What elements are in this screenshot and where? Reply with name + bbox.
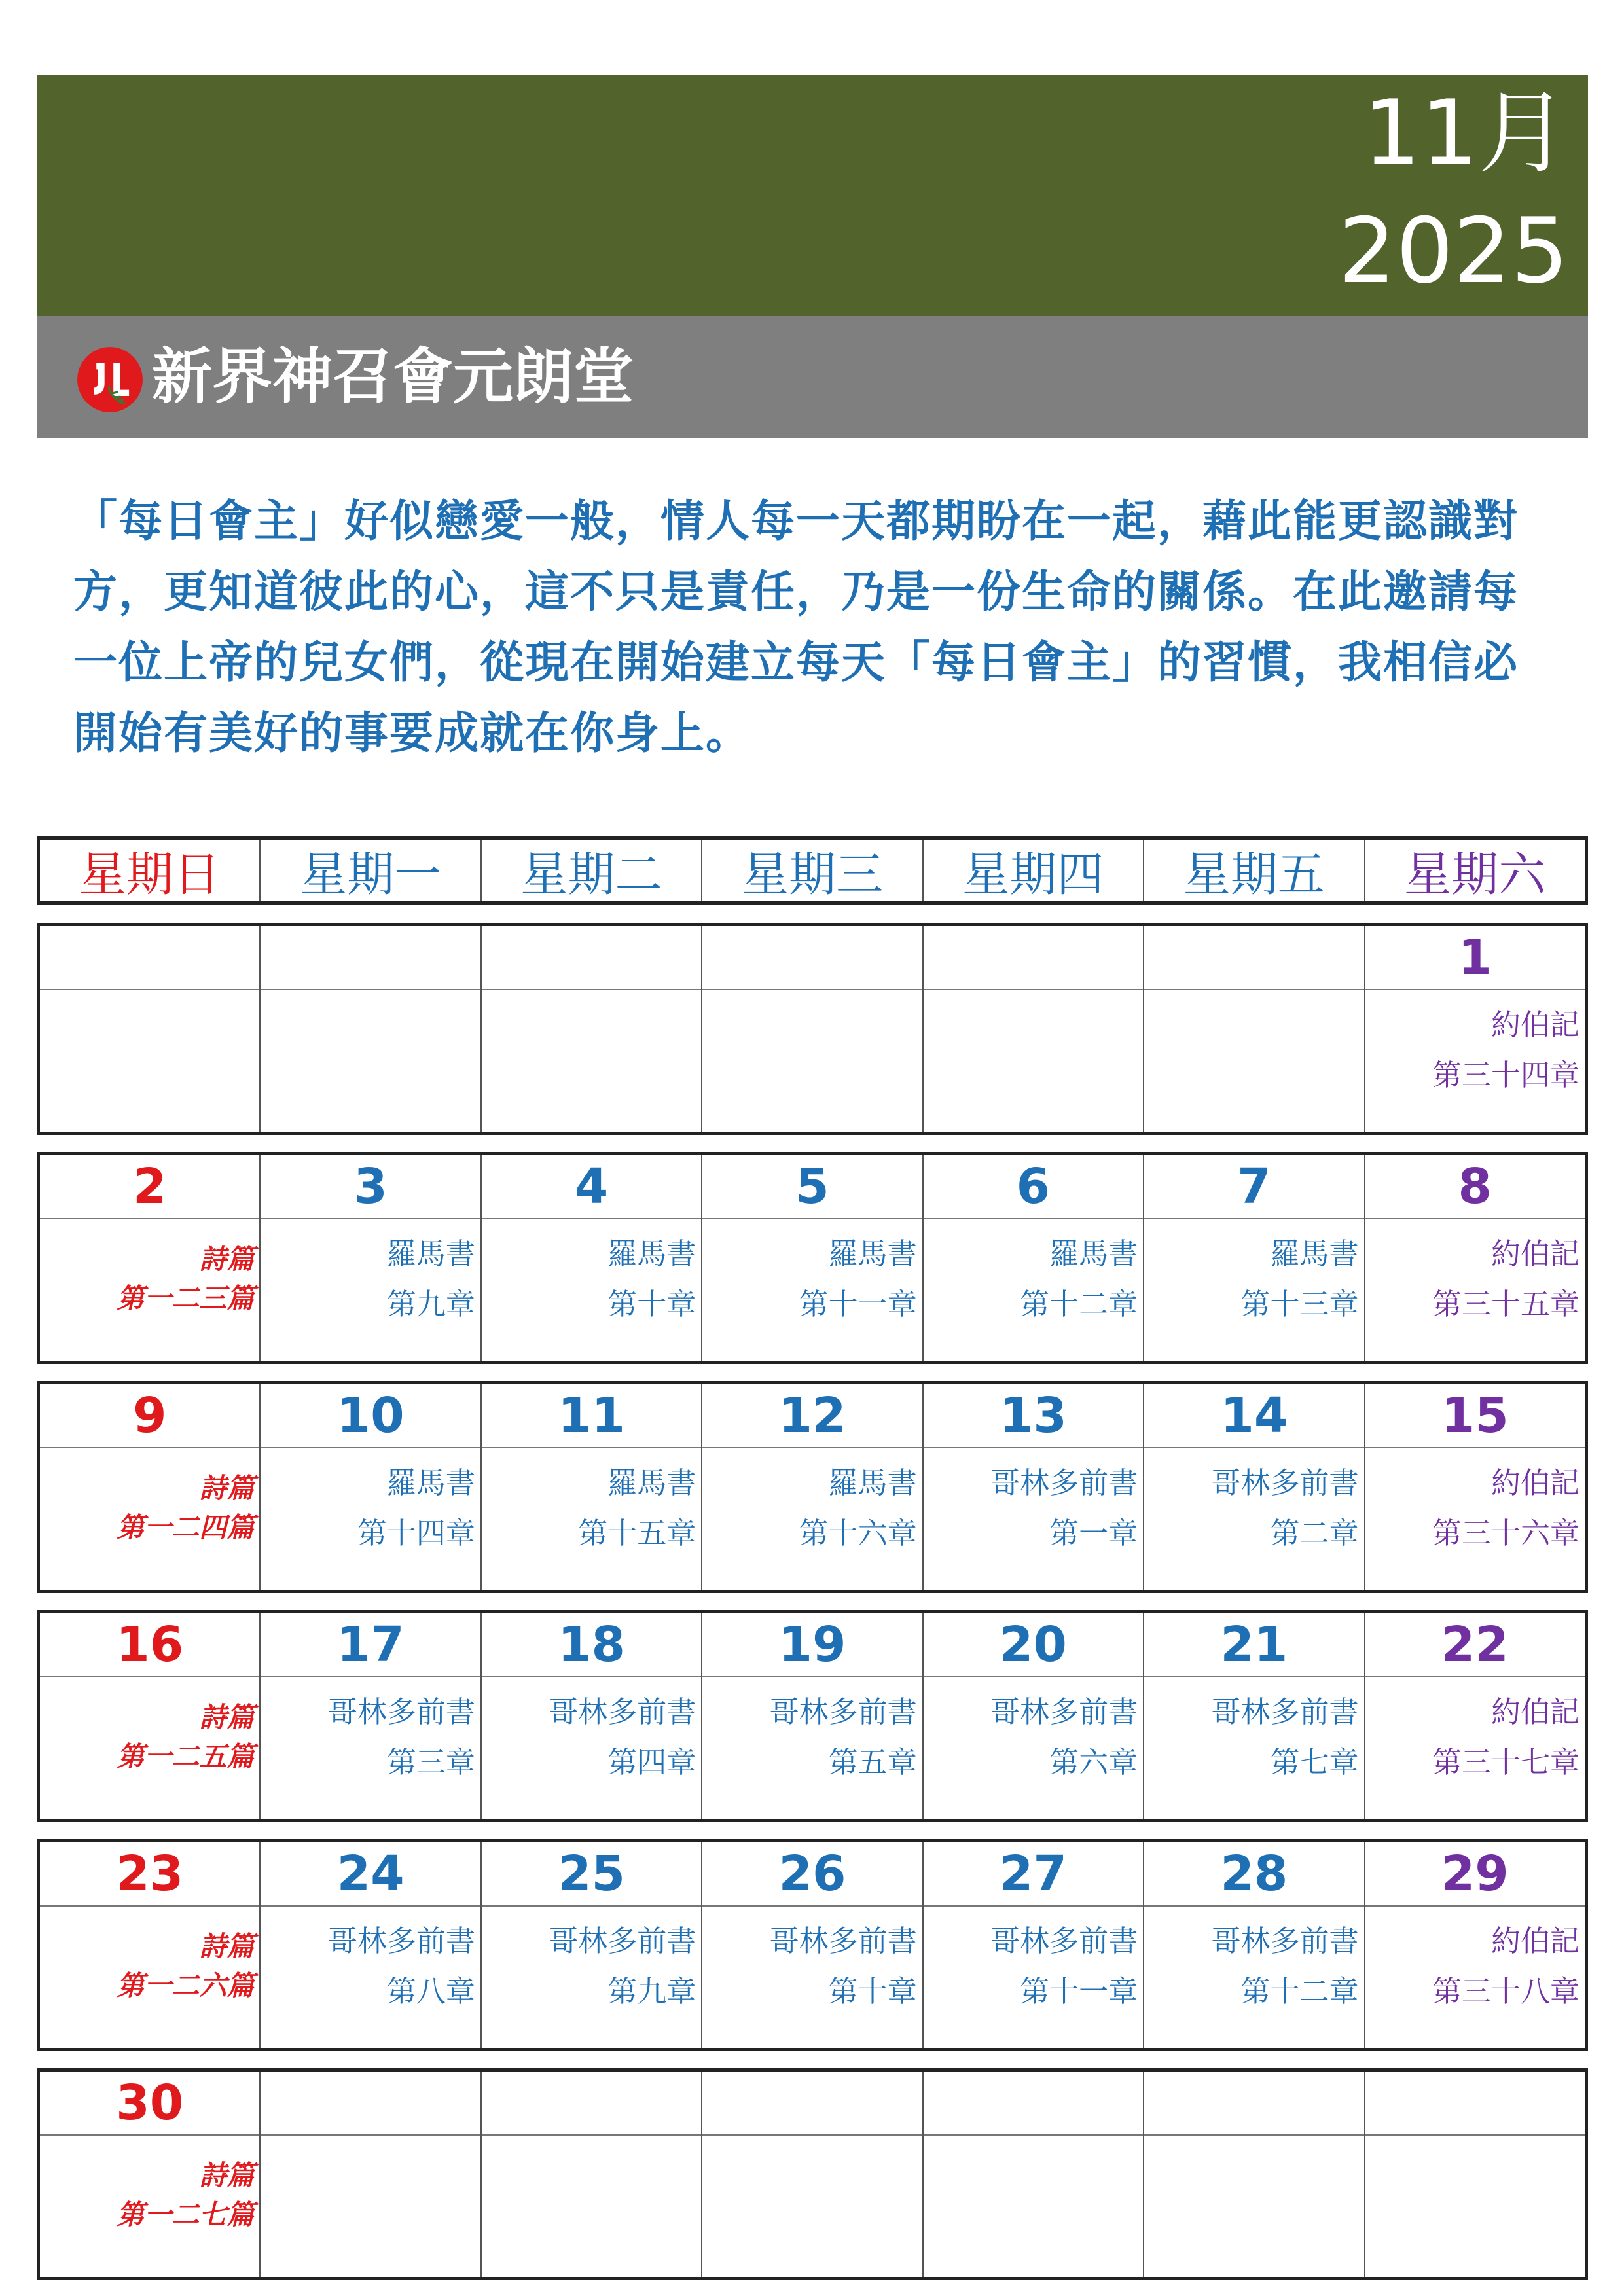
reading-book: 詩篇 xyxy=(199,2159,255,2191)
day-cell xyxy=(40,1613,259,1819)
day-cell xyxy=(1143,1384,1363,1590)
day-cell xyxy=(40,1155,259,1361)
week-row-1 xyxy=(37,923,1588,1135)
church-logo-icon xyxy=(76,346,144,414)
day-number: 11 xyxy=(558,1388,626,1444)
day-number: 26 xyxy=(778,1846,846,1902)
week-row-3 xyxy=(37,1381,1588,1593)
day-cell xyxy=(480,1384,701,1590)
day-number: 3 xyxy=(353,1158,388,1215)
reading-chapter: 第一二五篇 xyxy=(117,1740,255,1772)
day-number: 25 xyxy=(558,1846,626,1902)
reading-book: 約伯記 xyxy=(1490,1465,1579,1500)
reading-chapter: 第十章 xyxy=(607,1287,696,1321)
day-cell xyxy=(1364,1384,1585,1590)
day-cell xyxy=(480,1155,701,1361)
day-number: 14 xyxy=(1220,1388,1288,1444)
reading-chapter: 第十一章 xyxy=(1020,1974,1138,2009)
day-cell xyxy=(922,2072,1143,2277)
reading-book: 哥林多前書 xyxy=(549,1695,696,1729)
reading-chapter: 第十五章 xyxy=(578,1516,696,1551)
day-number: 15 xyxy=(1441,1388,1509,1444)
day-cell xyxy=(259,2072,480,2277)
day-cell xyxy=(40,926,259,1132)
reading-book: 哥林多前書 xyxy=(769,1924,917,1958)
day-number: 23 xyxy=(116,1846,184,1902)
weekday-tuesday: 星期二 xyxy=(480,840,701,901)
reading-book: 哥林多前書 xyxy=(1211,1924,1359,1958)
reading-chapter: 第五章 xyxy=(828,1745,917,1780)
day-number: 27 xyxy=(999,1846,1067,1902)
day-cell xyxy=(40,2072,259,2277)
reading-chapter: 第三十六章 xyxy=(1432,1516,1579,1551)
reading-book: 羅馬書 xyxy=(386,1236,475,1271)
day-number xyxy=(702,926,922,989)
day-number: 1 xyxy=(1458,929,1492,986)
reading-chapter: 第七章 xyxy=(1270,1745,1359,1780)
reading-chapter: 第二章 xyxy=(1270,1516,1359,1551)
day-number: 17 xyxy=(336,1617,405,1673)
reading-chapter: 第三十八章 xyxy=(1432,1974,1579,2009)
day-cell xyxy=(1143,1613,1363,1819)
day-cell xyxy=(922,1155,1143,1361)
day-number: 18 xyxy=(558,1617,626,1673)
day-cell xyxy=(701,1384,922,1590)
day-cell xyxy=(1143,1842,1363,2048)
reading-book: 哥林多前書 xyxy=(990,1695,1138,1729)
reading-chapter: 第十一章 xyxy=(799,1287,917,1321)
month-label: 11月 xyxy=(1363,81,1568,186)
day-cell xyxy=(1143,1155,1363,1361)
reading-book: 羅馬書 xyxy=(828,1236,917,1271)
day-cell xyxy=(480,926,701,1132)
reading-chapter: 第八章 xyxy=(386,1974,475,2009)
day-cell xyxy=(259,1613,480,1819)
day-number xyxy=(702,2072,922,2134)
day-cell xyxy=(1364,2072,1585,2277)
reading-book: 哥林多前書 xyxy=(327,1924,475,1958)
reading-chapter: 第一二三篇 xyxy=(117,1282,255,1314)
day-number: 12 xyxy=(778,1388,846,1444)
reading-book: 詩篇 xyxy=(199,1243,255,1275)
year-label: 2025 xyxy=(1338,198,1568,304)
day-cell xyxy=(480,2072,701,2277)
day-number xyxy=(261,2072,480,2134)
weekday-header-row xyxy=(37,836,1588,905)
weekday-monday: 星期一 xyxy=(259,840,480,901)
reading-chapter: 第十六章 xyxy=(799,1516,917,1551)
reading-book: 約伯記 xyxy=(1490,1236,1579,1271)
reading-book: 詩篇 xyxy=(199,1701,255,1733)
reading-book: 哥林多前書 xyxy=(327,1695,475,1729)
day-number: 20 xyxy=(999,1617,1067,1673)
weekday-friday: 星期五 xyxy=(1143,840,1363,901)
day-number xyxy=(482,2072,701,2134)
day-cell xyxy=(1364,1155,1585,1361)
day-cell xyxy=(701,2072,922,2277)
reading-book: 羅馬書 xyxy=(386,1465,475,1500)
intro-paragraph: 「每日會主」好似戀愛一般，情人每一天都期盼在一起，藉此能更認識對方，更知道彼此的心，這不只是責任，乃是一份生命的關係。在此邀請每一位上帝的兒女們，從現在開始建立每天「每日會主」的習慣，我相信必開始有美好的事要成就在你身上。 xyxy=(73,495,1519,759)
day-number: 21 xyxy=(1220,1617,1288,1673)
reading-chapter: 第六章 xyxy=(1049,1745,1138,1780)
day-cell xyxy=(922,1842,1143,2048)
reading-chapter: 第十章 xyxy=(828,1974,917,2009)
day-number: 4 xyxy=(574,1158,609,1215)
reading-chapter: 第十三章 xyxy=(1240,1287,1359,1321)
day-number: 2 xyxy=(132,1158,167,1215)
day-number: 30 xyxy=(116,2075,184,2131)
reading-book: 哥林多前書 xyxy=(769,1695,917,1729)
day-cell xyxy=(480,1613,701,1819)
reading-book: 約伯記 xyxy=(1490,1924,1579,1958)
day-cell xyxy=(922,1613,1143,1819)
day-number xyxy=(924,926,1143,989)
day-number: 28 xyxy=(1220,1846,1288,1902)
weekday-thursday: 星期四 xyxy=(922,840,1143,901)
reading-book: 哥林多前書 xyxy=(549,1924,696,1958)
reading-chapter: 第四章 xyxy=(607,1745,696,1780)
day-number: 13 xyxy=(999,1388,1067,1444)
reading-chapter: 第一章 xyxy=(1049,1516,1138,1551)
day-number xyxy=(924,2072,1143,2134)
day-number xyxy=(482,926,701,989)
reading-book: 羅馬書 xyxy=(1049,1236,1138,1271)
reading-book: 哥林多前書 xyxy=(1211,1695,1359,1729)
day-cell xyxy=(1364,926,1585,1132)
header-band xyxy=(37,75,1588,316)
day-number: 22 xyxy=(1441,1617,1509,1673)
day-cell xyxy=(259,926,480,1132)
day-cell xyxy=(1364,1613,1585,1819)
reading-chapter: 第十二章 xyxy=(1020,1287,1138,1321)
day-cell xyxy=(701,1842,922,2048)
day-number: 24 xyxy=(336,1846,405,1902)
day-cell xyxy=(701,1613,922,1819)
reading-book: 詩篇 xyxy=(199,1472,255,1504)
day-number: 16 xyxy=(116,1617,184,1673)
reading-book: 羅馬書 xyxy=(607,1465,696,1500)
reading-chapter: 第三章 xyxy=(386,1745,475,1780)
day-number xyxy=(1144,926,1363,989)
reading-chapter: 第三十五章 xyxy=(1432,1287,1579,1321)
day-cell xyxy=(701,1155,922,1361)
day-cell xyxy=(1143,926,1363,1132)
reading-chapter: 第九章 xyxy=(607,1974,696,2009)
day-cell xyxy=(701,926,922,1132)
week-row-4 xyxy=(37,1610,1588,1822)
day-cell xyxy=(259,1842,480,2048)
reading-chapter: 第一二七篇 xyxy=(117,2198,255,2231)
day-number: 6 xyxy=(1016,1158,1051,1215)
day-cell xyxy=(259,1384,480,1590)
weekday-wednesday: 星期三 xyxy=(701,840,922,901)
reading-book: 哥林多前書 xyxy=(990,1465,1138,1500)
reading-book: 約伯記 xyxy=(1490,1695,1579,1729)
reading-chapter: 第一二六篇 xyxy=(117,1969,255,2001)
day-number: 29 xyxy=(1441,1846,1509,1902)
day-cell xyxy=(1364,1842,1585,2048)
week-row-6 xyxy=(37,2068,1588,2280)
day-cell xyxy=(1143,2072,1363,2277)
reading-book: 哥林多前書 xyxy=(1211,1465,1359,1500)
reading-chapter: 第一二四篇 xyxy=(117,1511,255,1543)
church-band xyxy=(37,316,1588,438)
reading-book: 約伯記 xyxy=(1490,1007,1579,1042)
reading-chapter: 第三十七章 xyxy=(1432,1745,1579,1780)
day-cell xyxy=(480,1842,701,2048)
reading-chapter: 第十二章 xyxy=(1240,1974,1359,2009)
day-cell xyxy=(259,1155,480,1361)
reading-book: 詩篇 xyxy=(199,1930,255,1962)
day-number: 9 xyxy=(132,1388,167,1444)
week-row-2 xyxy=(37,1152,1588,1364)
reading-book: 羅馬書 xyxy=(828,1465,917,1500)
day-number: 19 xyxy=(778,1617,846,1673)
day-number xyxy=(1365,2072,1585,2134)
day-number: 7 xyxy=(1237,1158,1271,1215)
day-cell xyxy=(922,926,1143,1132)
day-number: 10 xyxy=(336,1388,405,1444)
day-number: 8 xyxy=(1458,1158,1492,1215)
church-name: 新界神召會元朗堂 xyxy=(152,342,634,412)
weekday-sunday: 星期日 xyxy=(79,847,221,902)
day-cell xyxy=(40,1384,259,1590)
reading-book: 哥林多前書 xyxy=(990,1924,1138,1958)
day-number: 5 xyxy=(795,1158,829,1215)
day-cell xyxy=(922,1384,1143,1590)
reading-book: 羅馬書 xyxy=(607,1236,696,1271)
day-number xyxy=(40,926,259,989)
reading-chapter: 第九章 xyxy=(386,1287,475,1321)
reading-chapter: 第十四章 xyxy=(357,1516,475,1551)
reading-book: 羅馬書 xyxy=(1270,1236,1359,1271)
weekday-saturday: 星期六 xyxy=(1364,840,1585,901)
day-number xyxy=(1144,2072,1363,2134)
day-cell xyxy=(40,1842,259,2048)
reading-chapter: 第三十四章 xyxy=(1432,1058,1579,1092)
week-row-5 xyxy=(37,1839,1588,2051)
day-number xyxy=(261,926,480,989)
